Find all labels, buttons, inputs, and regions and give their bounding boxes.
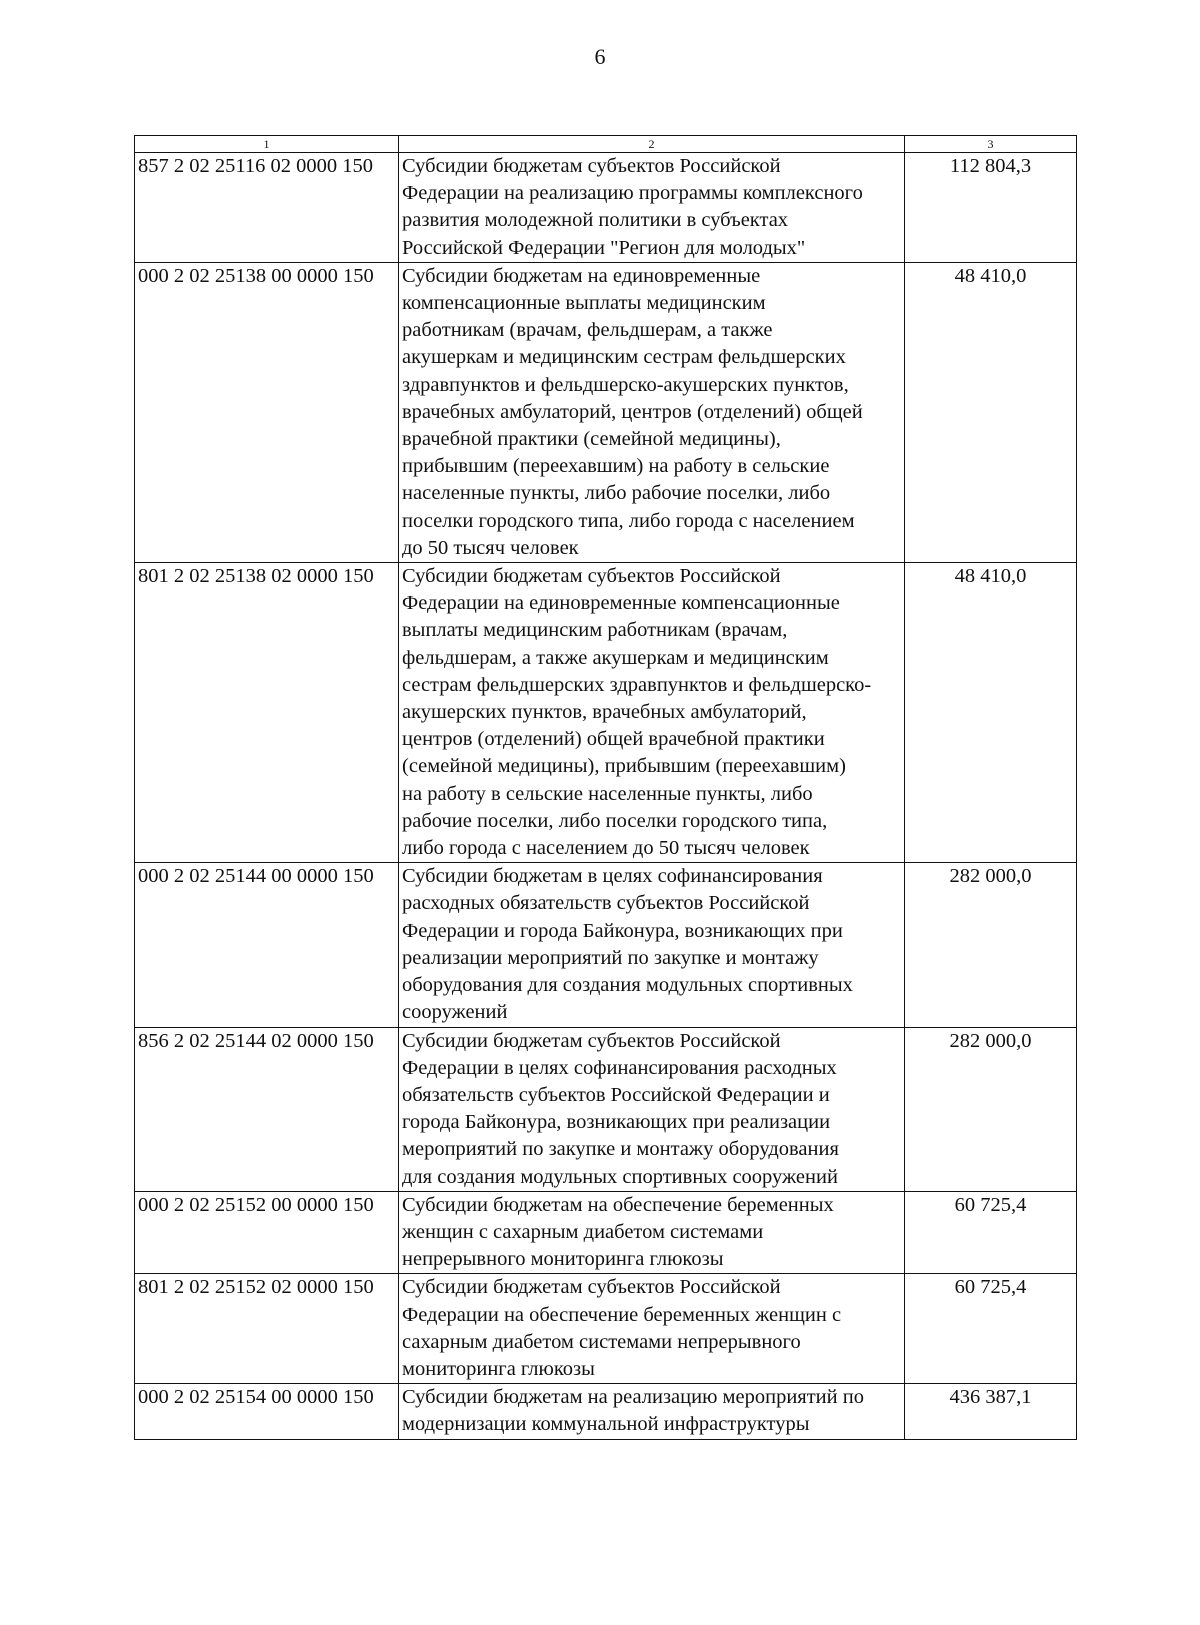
description-line: фельдшерам, а также акушеркам и медицинским: [402, 646, 829, 669]
description-line: города Байконура, возникающих при реализации: [402, 1111, 831, 1134]
description-line: (семейной медицины), прибывшим (переехавшим): [402, 755, 846, 778]
table-row: [135, 1191, 1077, 1274]
table-row: [135, 863, 1077, 1027]
description-line: Субсидии бюджетам субъектов Российской: [402, 565, 781, 588]
description-line: Федерации и города Байконура, возникающих при: [402, 919, 843, 942]
amount-cell: 60 725,4: [905, 1191, 1077, 1274]
description-line: сахарным диабетом системами непрерывного: [402, 1330, 801, 1353]
description-line: оборудования для создания модульных спортивных: [402, 974, 853, 997]
description-line: Субсидии бюджетам субъектов Российской: [402, 1276, 781, 1299]
description-line: Федерации в целях софинансирования расходных: [402, 1056, 837, 1079]
description-line: акушеркам и медицинским сестрам фельдшерских: [402, 346, 846, 369]
description-line: развития молодежной политики в субъектах: [402, 209, 789, 232]
description-line: Субсидии бюджетам в целях софинансирования: [402, 865, 823, 888]
description-line: здравпунктов и фельдшерско-акушерских пунктов,: [402, 373, 849, 396]
table-body: [135, 153, 1077, 1440]
page-number: 6: [594, 44, 606, 69]
table-row: [135, 1384, 1077, 1439]
description-line: на работу в сельские населенные пункты, либо: [402, 782, 813, 805]
description-line: Федерации на реализацию программы комплексного: [402, 182, 863, 205]
table-header-row: [135, 136, 1077, 153]
description-line: женщин с сахарным диабетом системами: [402, 1220, 764, 1243]
description-line: компенсационные выплаты медицинским: [402, 292, 766, 315]
table-row: [135, 563, 1077, 863]
description-line: работникам (врачам, фельдшерам, а также: [402, 319, 773, 342]
description-cell: [399, 153, 905, 263]
description-line: расходных обязательств субъектов Российской: [402, 892, 810, 915]
description-line: мероприятий по закупке и монтажу оборудования: [402, 1138, 839, 1161]
revenue-code-cell: 856 2 02 25144 02 0000 150: [135, 1027, 399, 1191]
description-line: Субсидии бюджетам на реализацию мероприятий по: [402, 1386, 864, 1409]
revenue-code-cell: 000 2 02 25138 00 0000 150: [135, 262, 399, 562]
description-cell: [399, 1274, 905, 1384]
description-cell: [399, 262, 905, 562]
description-line: Субсидии бюджетам субъектов Российской: [402, 1029, 781, 1052]
description-cell: [399, 1191, 905, 1274]
description-line: населенные пункты, либо рабочие поселки, либо: [402, 482, 831, 505]
description-line: поселки городского типа, либо города с населением: [402, 509, 855, 532]
revenue-code-cell: 801 2 02 25138 02 0000 150: [135, 563, 399, 863]
description-line: Субсидии бюджетам субъектов Российской: [402, 155, 781, 177]
description-line: врачебных амбулаторий, центров (отделений) общей: [402, 400, 863, 423]
amount-cell: 282 000,0: [905, 863, 1077, 1027]
description-cell: [399, 863, 905, 1027]
column-header-description: 2: [399, 136, 905, 153]
description-line: до 50 тысяч человек: [402, 536, 579, 559]
description-cell: [399, 1384, 905, 1439]
description-cell: [399, 563, 905, 863]
column-header-amount: 3: [905, 136, 1077, 153]
description-line: непрерывного мониторинга глюкозы: [402, 1248, 724, 1271]
description-line: рабочие поселки, либо поселки городского типа,: [402, 809, 828, 832]
revenue-code-cell: 000 2 02 25154 00 0000 150: [135, 1384, 399, 1439]
amount-cell: 112 804,3: [905, 153, 1077, 263]
revenue-code-cell: 801 2 02 25152 02 0000 150: [135, 1274, 399, 1384]
description-line: либо города с населением до 50 тысяч человек: [402, 837, 810, 860]
description-line: для создания модульных спортивных сооружений: [402, 1165, 838, 1188]
description-line: прибывшим (переехавшим) на работу в сельские: [402, 455, 830, 478]
table-row: [135, 1274, 1077, 1384]
description-cell: [399, 1027, 905, 1191]
amount-cell: 436 387,1: [905, 1384, 1077, 1439]
description-line: мониторинга глюкозы: [402, 1357, 595, 1380]
table-row: [135, 153, 1077, 263]
revenue-code-cell: 000 2 02 25144 00 0000 150: [135, 863, 399, 1027]
revenue-code-cell: 000 2 02 25152 00 0000 150: [135, 1191, 399, 1274]
budget-revenue-table: [134, 135, 1077, 1440]
description-line: модернизации коммунальной инфраструктуры: [402, 1413, 810, 1436]
column-header-code: 1: [135, 136, 399, 153]
description-line: выплаты медицинским работникам (врачам,: [402, 619, 788, 642]
amount-cell: 282 000,0: [905, 1027, 1077, 1191]
table-row: [135, 262, 1077, 562]
description-line: врачебной практики (семейной медицины),: [402, 428, 781, 451]
description-line: обязательств субъектов Российской Федерации и: [402, 1083, 830, 1106]
amount-cell: 60 725,4: [905, 1274, 1077, 1384]
revenue-code-cell: 857 2 02 25116 02 0000 150: [135, 153, 399, 263]
description-line: Федерации на обеспечение беременных женщин с: [402, 1303, 842, 1326]
description-line: Федерации на единовременные компенсационные: [402, 592, 840, 615]
description-line: Субсидии бюджетам на единовременные: [402, 264, 761, 287]
description-line: сооружений: [402, 1001, 508, 1024]
table-row: [135, 1027, 1077, 1191]
description-line: акушерских пунктов, врачебных амбулаторий,: [402, 701, 807, 724]
amount-cell: 48 410,0: [905, 563, 1077, 863]
description-line: реализации мероприятий по закупке и монтажу: [402, 946, 819, 969]
description-line: Субсидии бюджетам на обеспечение беременных: [402, 1193, 834, 1216]
description-line: Российской Федерации "Регион для молодых": [402, 236, 806, 259]
description-line: сестрам фельдшерских здравпунктов и фельдшерско-: [402, 673, 872, 696]
amount-cell: 48 410,0: [905, 262, 1077, 562]
description-line: центров (отделений) общей врачебной практики: [402, 728, 825, 751]
